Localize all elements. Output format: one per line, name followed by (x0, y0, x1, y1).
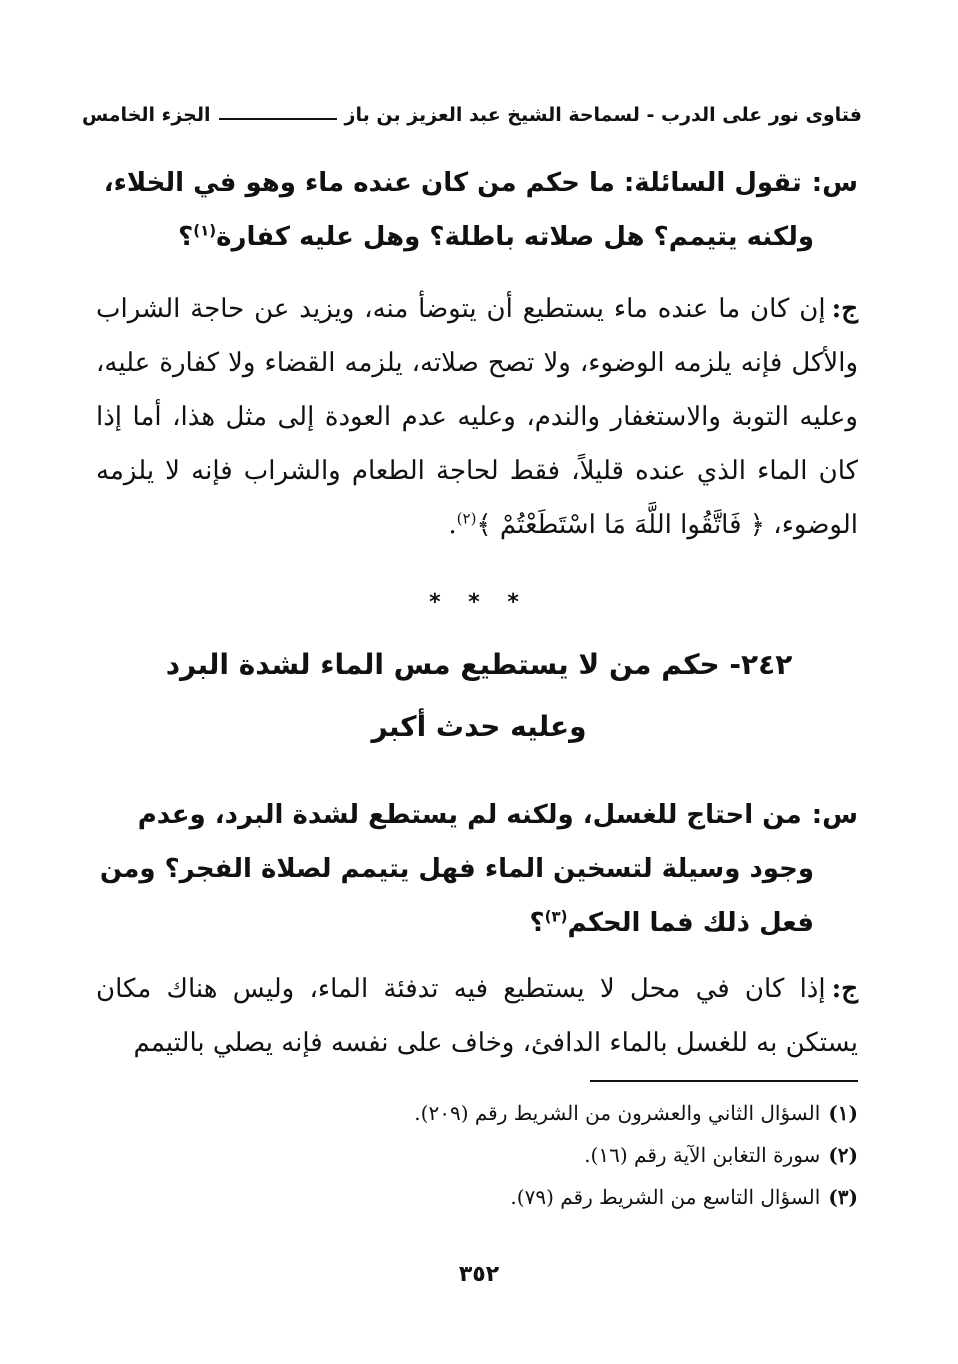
footnote-text: السؤال التاسع من الشريط رقم (٧٩). (510, 1185, 821, 1209)
footnote-text: سورة التغابن الآية رقم (١٦). (584, 1143, 821, 1167)
footnote-ref-3: (٣) (544, 907, 568, 926)
footnotes (96, 1092, 858, 1218)
running-header (81, 98, 862, 132)
page-number: ٣٥٢ (458, 1262, 500, 1287)
answer-1 (96, 282, 858, 552)
footnote-number: (٣) (828, 1185, 858, 1209)
answer-marker: ج: (831, 294, 858, 324)
question-1-line-1: تقول السائلة: ما حكم من كان عنده ماء وهو في الخلاء، (103, 168, 802, 198)
section-title-line-1: ٢٤٢- حكم من لا يستطيع مس الماء لشدة البرد (165, 648, 793, 681)
question-marker: س: (811, 168, 858, 198)
question-2-line-1: من احتاج للغسل، ولكنه لم يستطع لشدة البرد، وعدم (137, 800, 802, 830)
question-marker: س: (811, 800, 858, 830)
answer-marker: ج: (831, 974, 858, 1004)
header-volume: الجزء الخامس (81, 104, 211, 126)
footnote-2 (96, 1134, 858, 1176)
question-2-line-2: وجود وسيلة لتسخين الماء فهل يتيمم لصلاة الفجر؟ ومن (99, 854, 814, 884)
question-2-end: ؟ (529, 908, 545, 938)
footnote-text: السؤال الثاني والعشرون من الشريط رقم (٢٠٩). (414, 1101, 821, 1125)
footnote-ref-1: (١) (193, 221, 217, 240)
footnote-rule (590, 1080, 858, 1082)
section-title-line-2: وعليه حدث أكبر (371, 710, 587, 743)
question-2-line-3: فعل ذلك فما الحكم (567, 908, 814, 938)
header-rule (219, 118, 337, 120)
header-book-title: فتاوى نور على الدرب - لسماحة الشيخ عبد العزيز بن باز (344, 104, 862, 126)
answer-1-text: إن كان ما عنده ماء يستطيع أن يتوضأ منه، ويزيد عن حاجة الشراب والأكل فإنه يلزمه الوضوء، ولا تصح صلاته، يلزمه القضاء ولا كفارة عليه، وعليه التوبة والاستغفار والندم، وعليه عدم العودة إلى مثل هذا، أما إذا كان الماء الذي عنده قليلاً، فقط لحاجة الطعام والشراب فإنه لا يلزمه الوضوء، (96, 294, 858, 540)
section-title (96, 634, 862, 758)
answer-2 (96, 962, 858, 1070)
footnote-1 (96, 1092, 858, 1134)
section-separator: * * * (429, 590, 529, 615)
footnote-number: (١) (828, 1101, 858, 1125)
question-2 (96, 788, 858, 950)
quran-verse: ﴿ فَاتَّقُوا اللَّهَ مَا اسْتَطَعْتُمْ ﴾ (476, 510, 766, 540)
footnote-number: (٢) (828, 1143, 858, 1167)
question-1 (96, 156, 858, 264)
question-1-end: ؟ (178, 222, 194, 252)
answer-2-text: إذا كان في محل لا يستطيع فيه تدفئة الماء، وليس هناك مكان يستكن به للغسل بالماء الدافئ، وخاف على نفسه فإنه يصلي بالتيمم (96, 974, 858, 1058)
footnote-ref-2: (٢) (456, 509, 477, 528)
answer-1-end: . (448, 510, 457, 540)
question-1-line-2: ولكنه يتيمم؟ هل صلاته باطلة؟ وهل عليه كفارة (216, 222, 814, 252)
footnote-3 (96, 1176, 858, 1218)
